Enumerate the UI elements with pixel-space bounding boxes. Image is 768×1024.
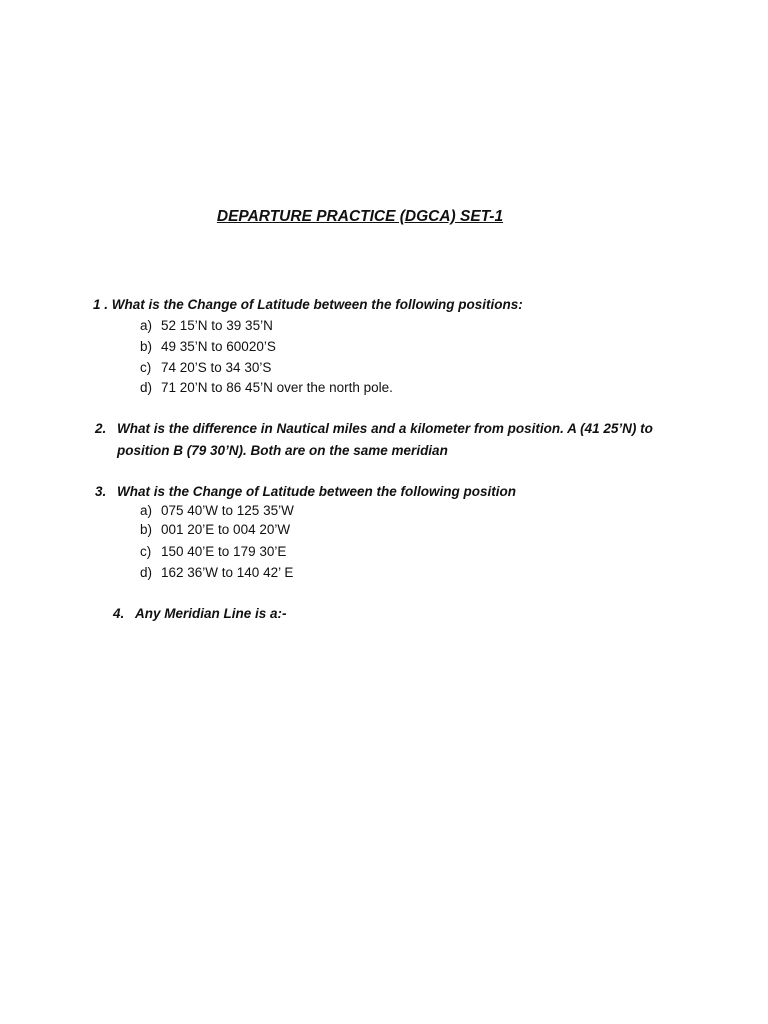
- option-label: d): [140, 380, 153, 395]
- option-item: [140, 339, 276, 354]
- question-2-continuation: [117, 443, 448, 458]
- option-item: [140, 360, 271, 375]
- option-item: [140, 503, 294, 518]
- question-text: What is the Change of Latitude between the following position: [117, 484, 516, 499]
- option-label: b): [140, 522, 153, 537]
- option-item: [140, 318, 273, 333]
- option-label: a): [140, 503, 153, 518]
- question-number: 3.: [95, 484, 107, 499]
- option-label: a): [140, 318, 153, 333]
- option-label: c): [140, 544, 152, 559]
- question-number: 4.: [113, 606, 125, 621]
- option-text: 52 15’N to 39 35’N: [161, 318, 273, 333]
- option-item: [140, 544, 286, 559]
- question-3: [95, 484, 516, 499]
- page-title: DEPARTURE PRACTICE (DGCA) SET-1: [216, 208, 504, 225]
- option-text: 001 20’E to 004 20’W: [161, 522, 291, 537]
- question-text-line-2: position B (79 30’N). Both are on the same meridian: [117, 443, 448, 458]
- question-4: [113, 606, 287, 621]
- question-number: 2.: [95, 421, 107, 436]
- option-item: [140, 522, 290, 537]
- question-1: [93, 297, 523, 312]
- option-text: 74 20’S to 34 30’S: [161, 360, 272, 375]
- option-label: d): [140, 565, 153, 580]
- option-text: 075 40’W to 125 35’W: [161, 503, 294, 518]
- option-text: 71 20’N to 86 45’N over the north pole.: [161, 380, 393, 395]
- question-number: 1 .: [93, 297, 109, 312]
- option-text: 49 35’N to 60020’S: [161, 339, 276, 354]
- option-text: 162 36’W to 140 42’ E: [161, 565, 294, 580]
- option-item: [140, 380, 393, 395]
- option-label: b): [140, 339, 153, 354]
- option-text: 150 40’E to 179 30’E: [161, 544, 287, 559]
- option-label: c): [140, 360, 152, 375]
- question-2: [95, 421, 653, 436]
- option-item: [140, 565, 293, 580]
- question-text: Any Meridian Line is a:-: [135, 606, 287, 621]
- question-text: What is the difference in Nautical miles and a kilometer from position. A (41 25’N) to: [117, 421, 653, 436]
- question-text: What is the Change of Latitude between the following positions:: [111, 297, 523, 312]
